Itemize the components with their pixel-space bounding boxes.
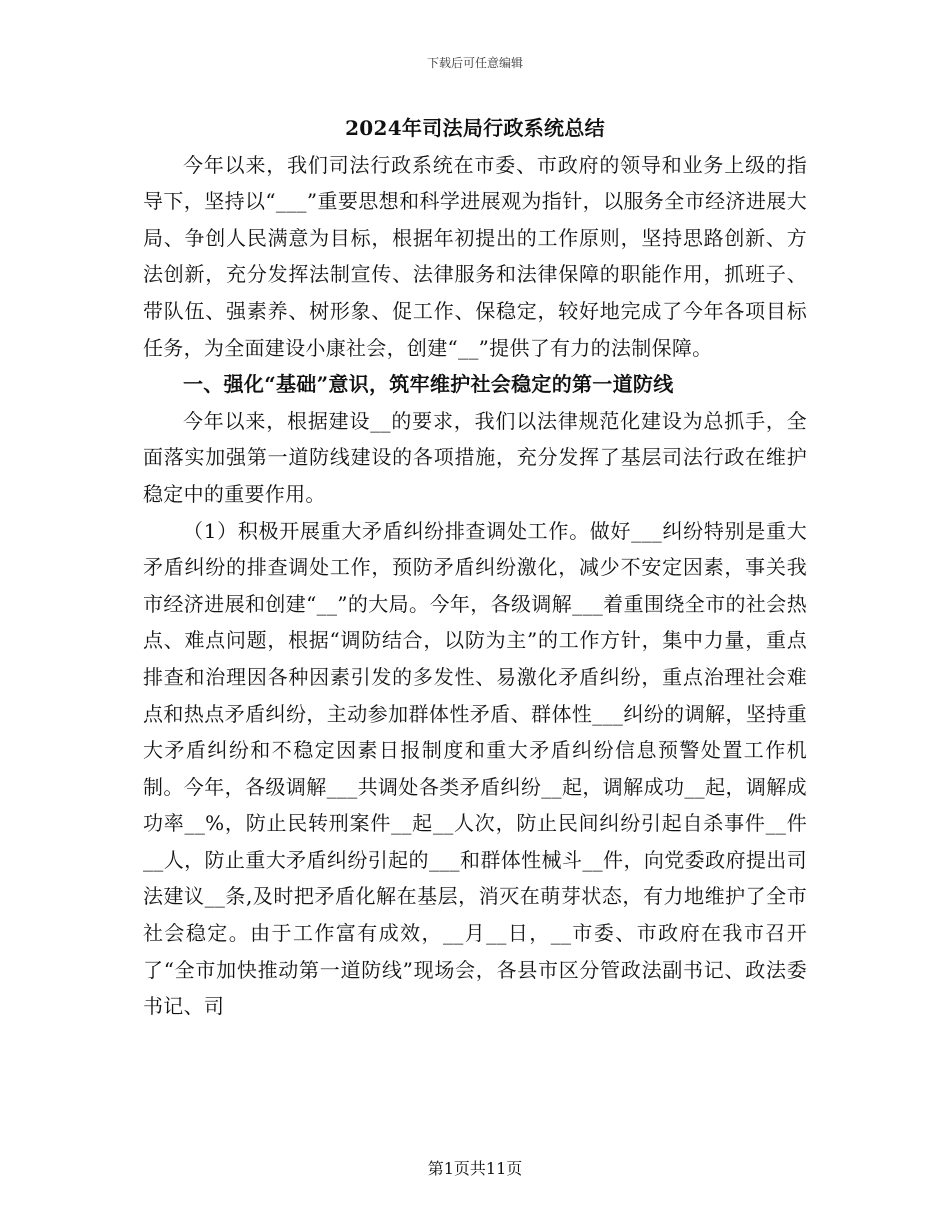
section-paragraph: 今年以来，根据建设__的要求，我们以法律规范化建设为总抓手，全面落实加强第一道防线建设的各项措施，充分发挥了基层司法行政在维护稳定中的重要作用。 [143, 408, 807, 506]
header-note: 下载后可任意编辑 [426, 56, 523, 70]
item-paragraph: （1）积极开展重大矛盾纠纷排查调处工作。做好___纠纷特别是重大矛盾纠纷的排查调处工作，预防矛盾纠纷激化，减少不安定因素，事关我市经济进展和创建“__”的大局。今年，各级调解___着重围绕全市的社会热点、难点问题，根据“调防结合，以防为主”的工作方针，集中力量，重点排查和治理因各种因素引发的多发性、易激化矛盾纠纷，重点治理社会难点和热点矛盾纠纷，主动参加群体性矛盾、群体性___纠纷的调解，坚持重大矛盾纠纷和不稳定因素日报制度和重大矛盾纠纷信息预警处置工作机制。今年，各级调解___共调处各类矛盾纠纷__起，调解成功__起，调解成功率__%，防止民转刑案件__起__人次，防止民间纠纷引起自杀事件__件__人，防止重大矛盾纠纷引起的___和群体性械斗__件，向党委政府提出司法建议__条,及时把矛盾化解在基层，消灭在萌芽状态，有力地维护了全市社会稳定。由于工作富有成效，__月__日，__市委、市政府在我市召开了“全市加快推动第一道防线”现场会，各县市区分管政法副书记、政法委书记、司 [143, 518, 807, 1019]
intro-paragraph: 今年以来，我们司法行政系统在市委、市政府的领导和业务上级的指导下，坚持以“___”重要思想和科学进展观为指针，以服务全市经济进展大局、争创人民满意为目标，根据年初提出的工作原则，坚持思路创新、方法创新，充分发挥法制宣传、法律服务和法律保障的职能作用，抓班子、带队伍、强素养、树形象、促工作、保稳定，较好地完成了今年各项目标任务，为全面建设小康社会，创建“__”提供了有力的法制保障。 [143, 152, 807, 360]
document-title: 2024年司法局行政系统总结 [345, 116, 605, 140]
page-footer: 第1页共11页 [427, 1159, 523, 1178]
section-heading: 一、强化“基础”意识，筑牢维护社会稳定的第一道防线 [183, 372, 674, 397]
document-body [143, 110, 807, 1025]
